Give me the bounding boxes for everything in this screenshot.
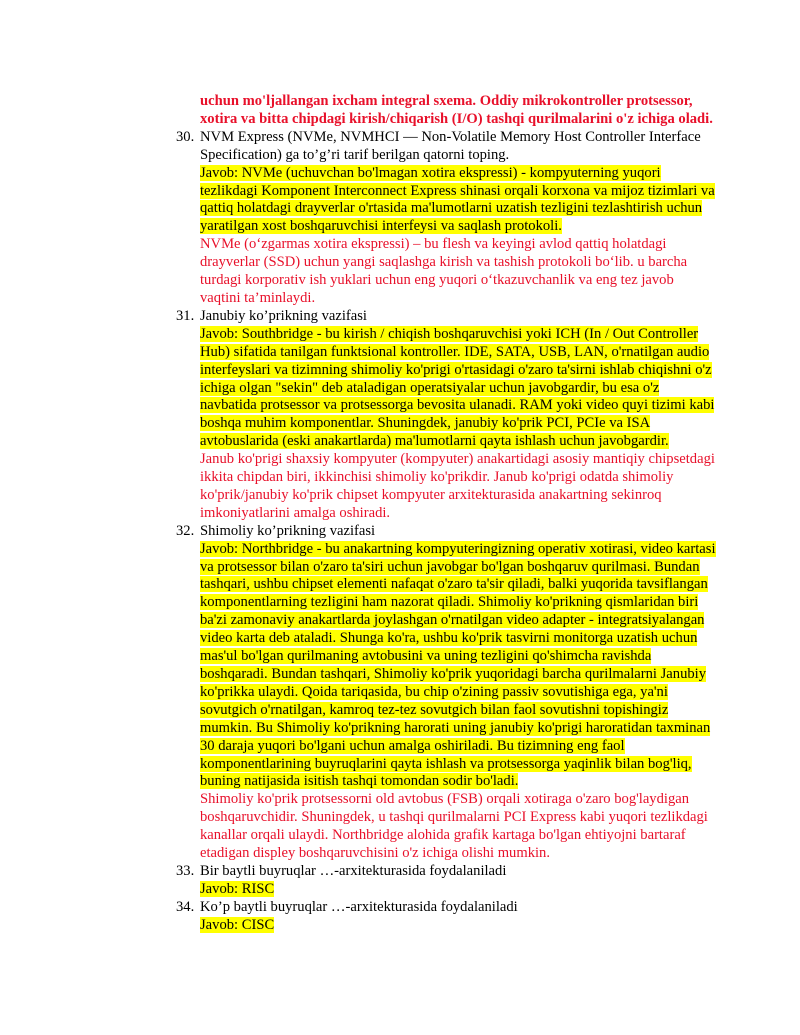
answer-text: Javob: Southbridge - bu kirish / chiqish boshqaruvchisi yoki ICH (In / Out Controller Hub) sifatida tanilgan funktsional kontroller. IDE, SATA, USB, LAN, o'rnatilgan audio interfeyslari va tizimning shimoliy ko'prigi o'rtasidagi o'zaro ta'sirni ishlab chiqishni o'z ichiga olgan "sekin" deb ataladigan operatsiyalar uchun javobgardir, bu esa o'z navbatida protsessor va protsessorga bevosita ulanadi. RAM yoki video quyi tizimi kabi boshqa muhim komponentlar. Shuningdek, janubiy ko'prik PCI, PCIe va ISA avtobuslarida (eski anakartlarda) ma'lumotlarni qayta ishlash uchun javobgardir.	[200, 325, 715, 450]
note-text: NVMe (o‘zgarmas xotira ekspressi) – bu flesh va keyingi avlod qattiq holatdagi drayverlar (SSD) uchun yangi saqlashga kirish va tashish protokoli bo‘lib. u barcha turdagi korporativ ish yuklari uchun eng yuqori o‘tkazuvchanlik va eng tez javob vaqtini ta’minlaydi.	[200, 236, 688, 306]
answer-text: Javob: RISC	[200, 880, 275, 897]
question-number: 34.	[176, 898, 195, 915]
question-number: 31.	[176, 307, 195, 324]
question-text: Janubiy ko’prikning vazifasi	[200, 307, 367, 324]
intro-paragraph	[200, 93, 716, 129]
note-text: Shimoliy ko'prik protsessorni old avtobus (FSB) orqali xotiraga o'zaro bog'laydigan boshqaruvchidir. Shuningdek, u tashqi qurilmalarni PCI Express kabi yuqori tezlikdagi kanallar orqali ulaydi. Northbridge alohida grafik kartaga bo'lgan ehtiyojni bartaraf etadigan displey boshqaruvchisini o'z ichiga olishi mumkin.	[200, 791, 708, 862]
answer-text: Javob: CISC	[200, 916, 275, 933]
answer-paragraph	[200, 541, 716, 792]
question-item-30	[176, 129, 716, 308]
answer-paragraph	[200, 165, 716, 237]
answer-text: Javob: Northbridge - bu anakartning kompyuteringizning operativ xotirasi, video kartasi va protsessor bilan o'zaro ta'siri uchun javobgar bo'lgan boshqaruv qurilmasi. Bundan tashqari, ushbu chipset elementi nafaqat o'zaro ta'sir qiladi, balki yuqorida tavsiflangan komponentlarning tezligini ham nazorat qiladi. Shimoliy ko'prikning qismlaridan biri ba'zi zamonaviy anakartlarda joylashgan o'rnatilgan video adapter - integratsiyalangan video karta deb ataladi. Shunga ko'ra, ushbu ko'prik tasvirni monitorga uzatish uchun mas'ul bo'lgan qurilmaning avtobusini va uning tezligini qo'shimcha ravishda boshqaradi. Bundan tashqari, Shimoliy ko'prik yuqoridagi barcha qurilmalarni Janubiy ko'prikka ulaydi. Qoida tariqasida, bu chip o'zining passiv sovutishiga ega, ya'ni sovutgich o'rnatilgan, kamroq tez-tez sovutgich bilan faol sovutishni topishingiz mumkin. Bu Shimoliy ko'prikning harorati uning janubiy ko'prigi haroratidan taxminan 30 daraja yuqori bo'lgani uchun amalga oshiriladi. Bu tizimning eng faol komponentlarining buyruqlarini qayta ishlash va protsessorga yaqinlik bilan bog'liq, buning natijasida isitish tashqi tomondan sodir bo'ladi.	[200, 540, 716, 790]
question-item-34	[176, 899, 716, 935]
question-text: NVM Express (NVMe, NVMHCI — Non-Volatile Memory Host Controller Interface Specification) ga to’g’ri tarif berilgan qatorni toping.	[200, 128, 701, 163]
question-text: Bir baytli buyruqlar …-arxitekturasida foydalaniladi	[200, 862, 507, 879]
note-text: Janub ko'prigi shaxsiy kompyuter (kompyuter) anakartidagi asosiy mantiqiy chipsetdagi ikkita chipdan biri, ikkinchisi shimoliy ko'prikdir. Janub ko'prigi odatda shimoliy ko'prik/janubiy ko'prik chipset kompyuter arxitekturasida anakartning sekinroq imkoniyatlarini amalga oshiradi.	[200, 451, 715, 521]
question-item-32	[176, 523, 716, 863]
answer-paragraph	[200, 917, 716, 935]
question-text: Shimoliy ko’prikning vazifasi	[200, 522, 376, 539]
question-number: 32.	[176, 522, 195, 539]
answer-paragraph	[200, 881, 716, 899]
intro-text: uchun mo'ljallangan ixcham integral sxema. Oddiy mikrokontroller protsessor, xotira va bitta chipdagi kirish/chiqarish (I/O) tashqi qurilmalarini o'z ichiga oladi.	[200, 93, 713, 127]
question-number: 30.	[176, 128, 195, 145]
question-item-33	[176, 863, 716, 899]
question-item-31	[176, 308, 716, 523]
answer-text: Javob: NVMe (uchuvchan bo'lmagan xotira ekspressi) - kompyuterning yuqori tezlikdagi Komponent Interconnect Express shinasi orqali korxona va mijoz tizimlari va qattiq holatdagi drayverlar o'rtasida ma'lumotlarni uzatish tezligini tezlashtirish uchun yaratilgan xost boshqaruvchisi interfeysi va saqlash protokoli.	[200, 164, 715, 235]
question-number: 33.	[176, 862, 195, 879]
answer-paragraph	[200, 326, 716, 451]
question-text: Ko’p baytli buyruqlar …-arxitekturasida foydalaniladi	[200, 898, 518, 915]
document-content	[176, 93, 716, 935]
